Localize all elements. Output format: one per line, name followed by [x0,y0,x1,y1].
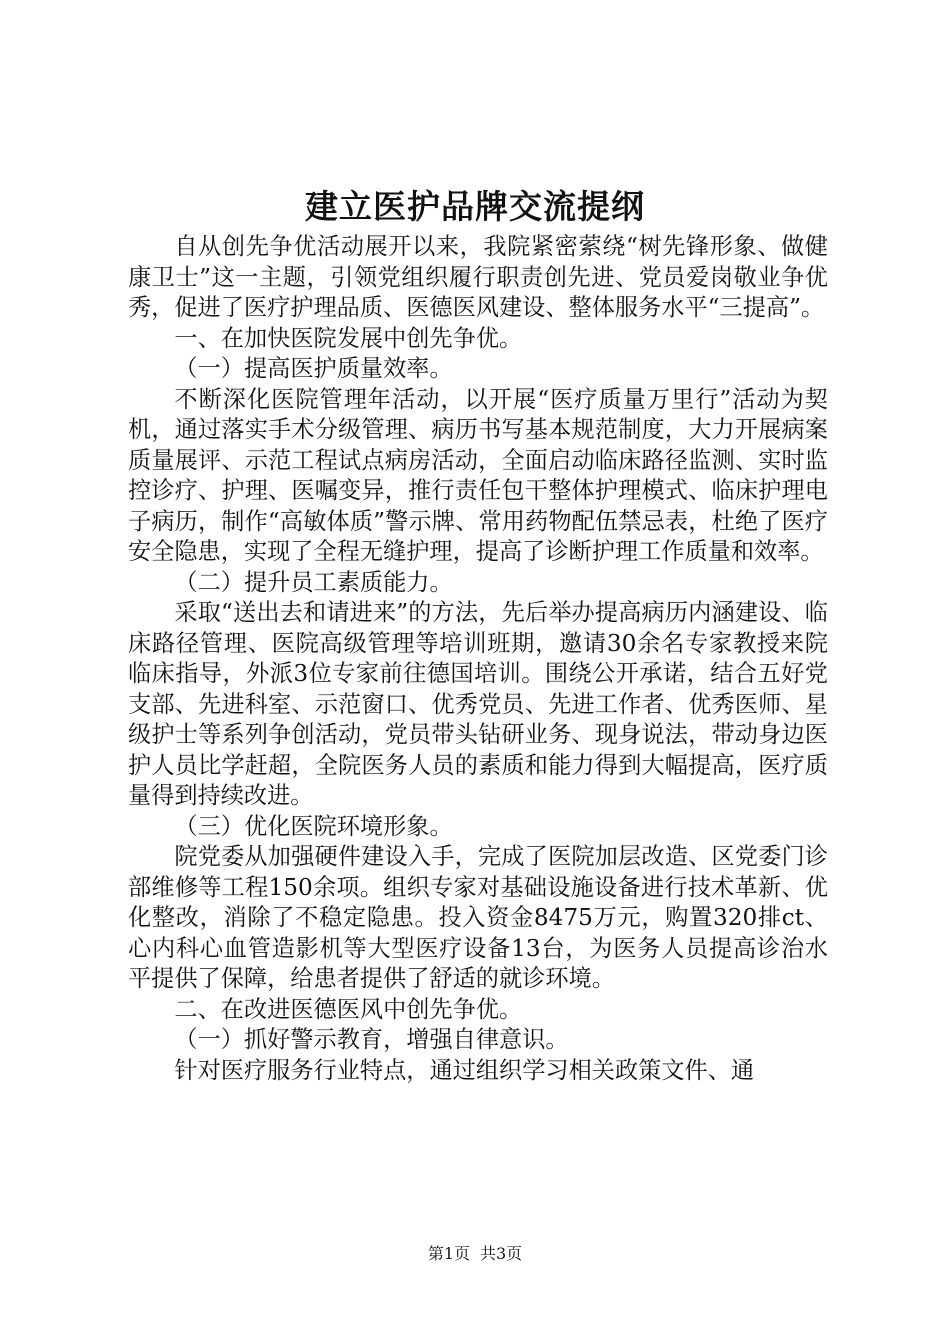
paragraph: 不断深化医院管理年活动，以开展“医疗质量万里行”活动为契机，通过落实手术分级管理、病历书写基本规范制度，大力开展病案质量展评、示范工程试点病房活动，全面启动临床路径监测、实时监控诊疗、护理、医嘱变异，推行责任包干整体护理模式、临床护理电子病历，制作“高敏体质”警示牌、常用药物配伍禁忌表，杜绝了医疗安全隐患，实现了全程无缝护理，提高了诊断护理工作质量和效率。 [128,385,828,565]
page-footer [0,1242,950,1266]
paragraph: 院党委从加强硬件建设入手，完成了医院加层改造、区党委门诊部维修等工程150余项。组织专家对基础设施设备进行技术革新、优化整改，消除了不稳定隐患。投入资金8475万元，购置320排ct、心内科心血管造影机等大型医疗设备13台，为医务人员提高诊治水平提供了保障，给患者提供了舒适的就诊环境。 [128,843,828,992]
section-heading-1: 一、在加快医院发展中创先争优。 [174,324,523,352]
page-total: 共3页 [480,1244,523,1263]
paragraph: 针对医疗服务行业特点，通过组织学习相关政策文件、通 [174,1056,755,1084]
paragraph: 采取“送出去和请进来”的方法，先后举办提高病历内涵建设、临床路径管理、医院高级管理等培训班期，邀请30余名专家教授来院临床指导，外派3位专家前往德国培训。围绕公开承诺，结合五好党支部、先进科室、示范窗口、优秀党员、先进工作者、优秀医师、星级护士等系列争创活动，党员带头钻研业务、现身说法，带动身边医护人员比学赶超，全院医务人员的素质和能力得到大幅提高，医疗质量得到持续改进。 [128,599,828,809]
subsection-heading-1-2: （二）提升员工素质能力。 [174,568,453,596]
page-number: 第1页 [427,1244,470,1263]
subsection-heading-1-1: （一）提高医护质量效率。 [174,355,453,382]
section-heading-2: 二、在改进医德医风中创先争优。 [174,995,523,1023]
subsection-heading-2-1: （一）抓好警示教育，增强自律意识。 [174,1026,569,1053]
document-title: 建立医护品牌交流提纲 [305,187,645,226]
document-body [128,232,828,1086]
paragraph-intro: 自从创先争优活动展开以来，我院紧密萦绕“树先锋形象、做健康卫士”这一主题，引领党组织履行职责创先进、党员爱岗敬业争优秀，促进了医疗护理品质、医德医风建设、整体服务水平“三提高”。 [128,233,828,321]
subsection-heading-1-3: （三）优化医院环境形象。 [174,812,453,840]
